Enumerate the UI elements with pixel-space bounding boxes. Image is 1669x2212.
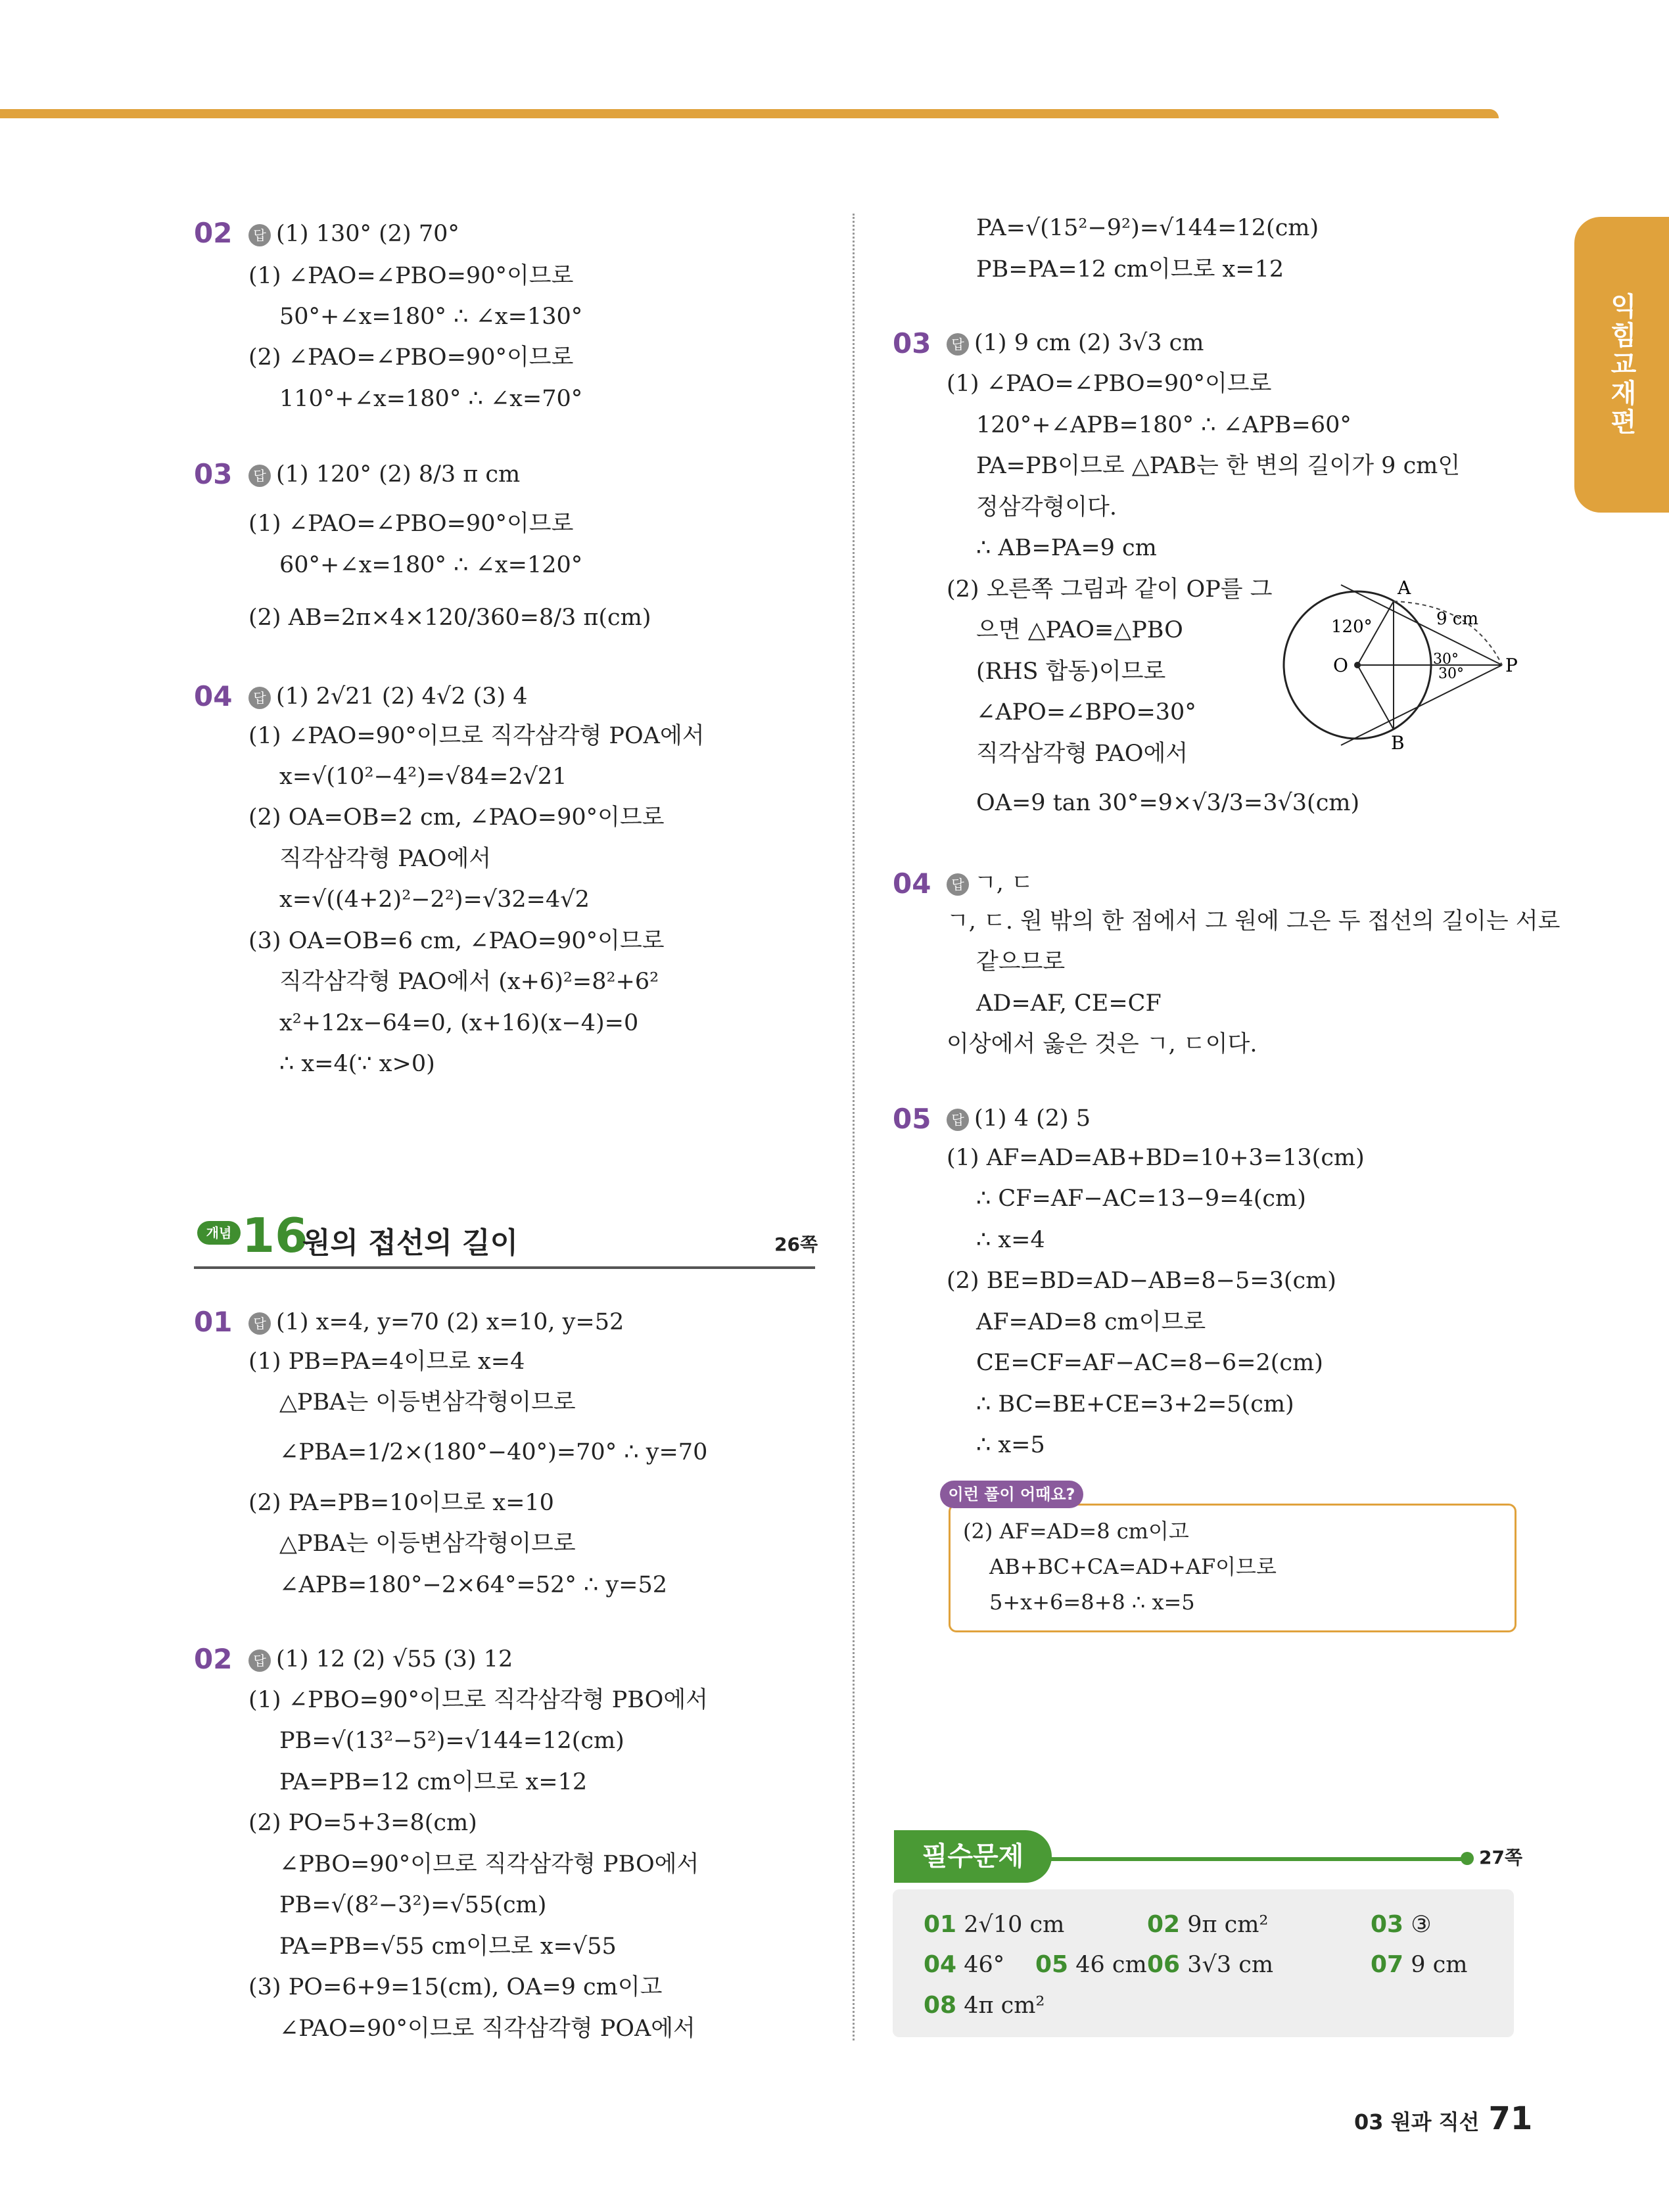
answer-icon: 답: [248, 224, 271, 246]
solution-line: 직각삼각형 PAO에서: [279, 846, 492, 872]
solution-line: 으면 △PAO≡△PBO: [976, 617, 1183, 643]
point-o: O: [1333, 655, 1348, 676]
answer-icon: 답: [248, 1649, 271, 1672]
solution-line: ∠PAO=90°이므로 직각삼각형 POA에서: [279, 2016, 695, 2042]
angle-label: 120°: [1331, 617, 1373, 637]
answer-line: 답 ㄱ, ㄷ: [947, 869, 1033, 898]
answer-item: 03 ③: [1371, 1911, 1432, 1938]
tip-line: AB+BC+CA=AD+AF이므로: [989, 1554, 1277, 1579]
solution-line: ∠PBA=1/2×(180°−40°)=70° ∴ y=70: [279, 1439, 708, 1465]
solution-line: PB=PA=12 cm이므로 x=12: [976, 256, 1284, 283]
solution-line: (2) 오른쪽 그림과 같이 OP를 그: [947, 576, 1273, 603]
solution-line: 50°+∠x=180° ∴ ∠x=130°: [279, 304, 583, 330]
solution-line: △PBA는 이등변삼각형이므로: [279, 1531, 576, 1557]
solution-line: OA=9 tan 30°=9×√3/3=3√3(cm): [976, 790, 1360, 816]
answer-icon: 답: [248, 1312, 271, 1335]
center-point: [1354, 662, 1361, 668]
section-number: 16: [242, 1208, 308, 1263]
point-b: B: [1391, 732, 1405, 754]
answer-line: 답 (1) 120° (2) 8/3 π cm: [248, 460, 520, 489]
solution-line: (1) ∠PAO=90°이므로 직각삼각형 POA에서: [248, 723, 705, 749]
solution-line: (1) AF=AD=AB+BD=10+3=13(cm): [947, 1145, 1365, 1171]
solution-line: (2) PO=5+3=8(cm): [248, 1810, 477, 1836]
tip-line: 5+x+6=8+8 ∴ x=5: [989, 1590, 1195, 1615]
angle-30b: 30°: [1438, 666, 1464, 682]
solution-line: △PBA는 이등변삼각형이므로: [279, 1389, 576, 1416]
solution-line: 120°+∠APB=180° ∴ ∠APB=60°: [976, 412, 1352, 438]
tip-label: 이런 풀이 어때요?: [940, 1481, 1083, 1508]
answer-icon: 답: [947, 333, 969, 356]
pilsu-page: 27쪽: [1479, 1847, 1523, 1868]
pilsu-label: 필수문제: [894, 1830, 1052, 1883]
answer-line: 답 (1) x=4, y=70 (2) x=10, y=52: [248, 1308, 624, 1337]
solution-line: ∴ x=5: [976, 1432, 1045, 1458]
section-title: 원의 접선의 길이: [302, 1226, 519, 1260]
solution-line: (2) ∠PAO=∠PBO=90°이므로: [248, 344, 574, 371]
solution-line: ∠APB=180°−2×64°=52° ∴ y=52: [279, 1572, 667, 1598]
solution-line: ∴ BC=BE+CE=3+2=5(cm): [976, 1391, 1294, 1417]
answer-line: 답 (1) 4 (2) 5: [947, 1104, 1091, 1133]
answer-item: 02 9π cm²: [1147, 1911, 1269, 1938]
side-tab: 익힘교재편: [1574, 217, 1669, 513]
problem-number: 03: [194, 458, 233, 490]
solution-line: ∴ x=4: [976, 1227, 1045, 1253]
solution-line: 직각삼각형 PAO에서 (x+6)²=8²+6²: [279, 969, 659, 995]
answer-item: 05 46 cm: [1035, 1951, 1147, 1978]
solution-line: CE=CF=AF−AC=8−6=2(cm): [976, 1350, 1323, 1376]
solution-line: (1) ∠PBO=90°이므로 직각삼각형 PBO에서: [248, 1687, 708, 1713]
column-divider: [853, 214, 855, 2040]
section-rule: [1045, 1857, 1466, 1861]
solution-line: 직각삼각형 PAO에서: [976, 741, 1188, 767]
tangent-figure: [1275, 572, 1538, 756]
solution-line: ∠PBO=90°이므로 직각삼각형 PBO에서: [279, 1851, 699, 1878]
solution-line: (3) PO=6+9=15(cm), OA=9 cm이고: [248, 1974, 663, 2000]
angle-30a: 30°: [1433, 651, 1459, 668]
solution-line: PA=PB=√55 cm이므로 x=√55: [279, 1933, 617, 1960]
top-decor-line: [0, 109, 1499, 118]
solution-line: (RHS 합동)이므로: [976, 658, 1166, 685]
problem-number: 05: [893, 1103, 931, 1135]
answer-item: 01 2√10 cm: [924, 1911, 1065, 1938]
answer-icon: 답: [947, 873, 969, 896]
footer-chapter: 03 원과 직선: [1354, 2109, 1480, 2134]
tangent-pb: [1341, 665, 1502, 745]
page-number: 71: [1488, 2100, 1533, 2137]
solution-line: (1) ∠PAO=∠PBO=90°이므로: [248, 511, 574, 537]
point-a: A: [1398, 577, 1411, 599]
answer-line: 답 (1) 2√21 (2) 4√2 (3) 4: [248, 682, 528, 711]
solution-line: x²+12x−64=0, (x+16)(x−4)=0: [279, 1010, 639, 1036]
answer-item: 07 9 cm: [1371, 1951, 1468, 1978]
section-page: 26쪽: [774, 1233, 818, 1255]
answer-line: 답 (1) 9 cm (2) 3√3 cm: [947, 329, 1204, 357]
solution-line: 110°+∠x=180° ∴ ∠x=70°: [279, 386, 583, 412]
answer-icon: 답: [248, 687, 271, 709]
solution-line: PB=√(13²−5²)=√144=12(cm): [279, 1728, 624, 1754]
solution-line: (2) BE=BD=AD−AB=8−5=3(cm): [947, 1268, 1336, 1294]
answer-icon: 답: [947, 1109, 969, 1131]
solution-line: ∴ CF=AF−AC=13−9=4(cm): [976, 1186, 1306, 1212]
length-label: 9 cm: [1436, 609, 1479, 629]
point-p: P: [1505, 655, 1518, 676]
answer-item: 06 3√3 cm: [1147, 1951, 1274, 1978]
solution-line: AF=AD=8 cm이므로: [976, 1309, 1206, 1335]
solution-line: ∴ x=4(∵ x>0): [279, 1051, 435, 1077]
tip-line: (2) AF=AD=8 cm이고: [963, 1519, 1189, 1544]
answer-line: 답 (1) 130° (2) 70°: [248, 219, 459, 248]
solution-line: PA=PB이므로 △PAB는 한 변의 길이가 9 cm인: [976, 453, 1461, 479]
solution-line: PA=√(15²−9²)=√144=12(cm): [976, 215, 1319, 241]
answer-line: 답 (1) 12 (2) √55 (3) 12: [248, 1645, 513, 1674]
solution-line: (2) OA=OB=2 cm, ∠PAO=90°이므로: [248, 804, 665, 831]
solution-line: 같으므로: [976, 949, 1066, 975]
solution-line: (1) ∠PAO=∠PBO=90°이므로: [248, 263, 574, 289]
solution-line: 60°+∠x=180° ∴ ∠x=120°: [279, 552, 583, 578]
solution-line: (1) ∠PAO=∠PBO=90°이므로: [947, 371, 1272, 397]
answer-item: 08 4π cm²: [924, 1992, 1045, 2019]
answer-item: 04 46°: [924, 1951, 1005, 1978]
problem-number: 03: [893, 327, 931, 359]
solution-line: ㄱ, ㄷ. 원 밖의 한 점에서 그 원에 그은 두 접선의 길이는 서로: [947, 908, 1561, 934]
solution-line: PB=√(8²−3²)=√55(cm): [279, 1892, 547, 1918]
solution-line: 이상에서 옳은 것은 ㄱ, ㄷ이다.: [947, 1031, 1258, 1057]
problem-number: 04: [893, 867, 931, 900]
problem-number: 02: [194, 217, 233, 249]
problem-number: 01: [194, 1306, 233, 1338]
solution-line: (3) OA=OB=6 cm, ∠PAO=90°이므로: [248, 928, 665, 954]
section-rule-dot: [1461, 1852, 1474, 1865]
solution-line: ∴ AB=PA=9 cm: [976, 535, 1157, 561]
radius-ob: [1357, 665, 1394, 729]
solution-line: (1) PB=PA=4이므로 x=4: [248, 1348, 525, 1375]
solution-line: (2) PA=PB=10이므로 x=10: [248, 1490, 554, 1516]
answer-icon: 답: [248, 465, 271, 487]
solution-line: ∠APO=∠BPO=30°: [976, 699, 1196, 726]
solution-line: x=√((4+2)²−2²)=√32=4√2: [279, 887, 590, 913]
footer: [1354, 2100, 1532, 2137]
solution-line: AD=AF, CE=CF: [976, 990, 1162, 1017]
solution-line: (2) AB=2π×4×120/360=8/3 π(cm): [248, 605, 651, 631]
problem-number: 04: [194, 680, 233, 712]
section-badge: 개념: [197, 1221, 241, 1245]
solution-line: 정삼각형이다.: [976, 494, 1117, 520]
solution-line: PA=PB=12 cm이므로 x=12: [279, 1769, 588, 1795]
problem-number: 02: [194, 1643, 233, 1675]
solution-line: x=√(10²−4²)=√84=2√21: [279, 764, 567, 790]
